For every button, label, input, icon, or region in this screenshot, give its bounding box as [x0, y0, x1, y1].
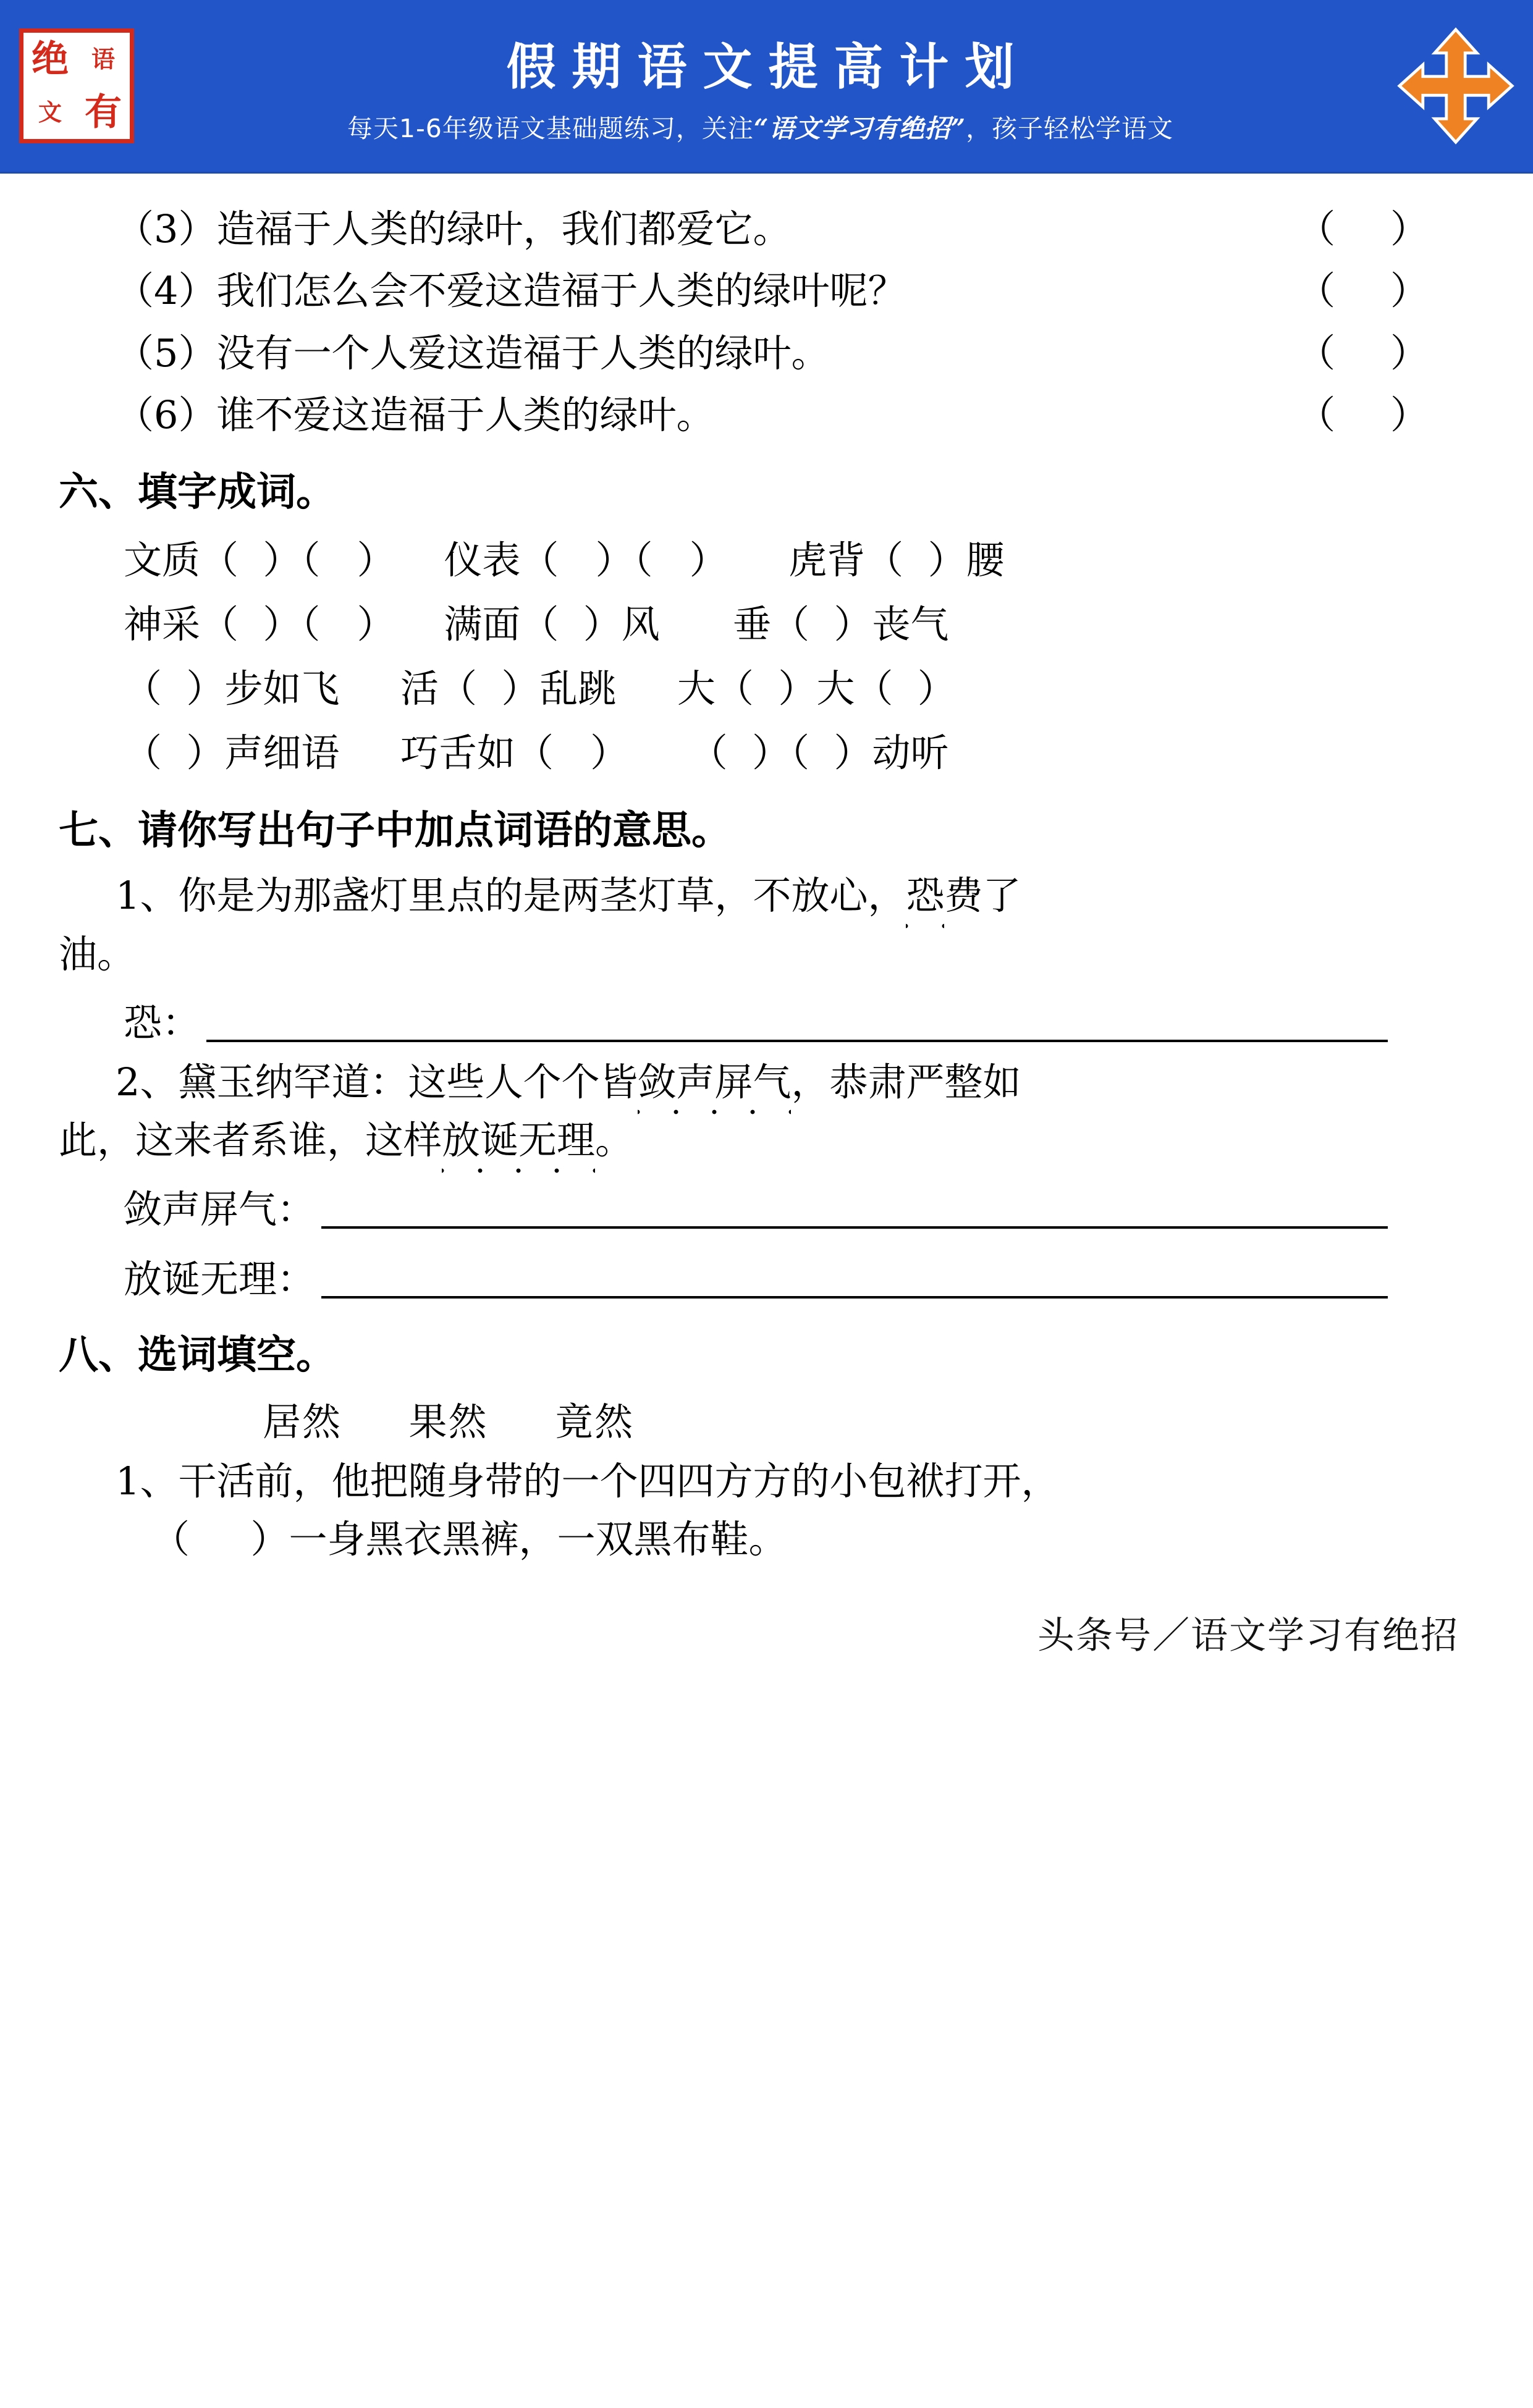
- answer-blank[interactable]: [206, 1040, 1388, 1042]
- watermark: 头条号／语文学习有绝招: [1037, 1614, 1459, 1657]
- banner-right-icon-area: [1379, 0, 1533, 172]
- header-banner: [0, 0, 1533, 174]
- idiom-row[interactable]: （ ）声细语 巧舌如（ ） （ ）（ ）动听: [124, 730, 949, 776]
- item-1-prefix: 1、你是为那盏灯里点的是两茎灯草，不放心，: [116, 873, 906, 919]
- banner-subtitle-quoted: “语文学习有绝招”: [753, 114, 966, 143]
- answer-blank[interactable]: [321, 1296, 1388, 1299]
- idiom-row[interactable]: 文质（ ）（ ） 仪表（ ）（ ） 虎背（ ）腰: [124, 537, 1005, 583]
- banner-text-block: [142, 0, 1379, 172]
- item-2-second-suffix: 。: [595, 1118, 634, 1163]
- answer-line-lianshengbingqi: [59, 1179, 1474, 1240]
- logo-char-2: 语: [91, 45, 115, 73]
- banner-subtitle: [347, 108, 1173, 145]
- item-2-middle: ，恭肃严整如: [791, 1059, 1021, 1105]
- logo-char-3: 文: [38, 98, 62, 126]
- section-7-item-1-line-2: 油。: [59, 931, 136, 977]
- question-text: 谁不爱这造福于人类的绿叶。: [216, 392, 715, 438]
- question-number: （3）: [116, 206, 217, 251]
- brand-logo: [0, 0, 142, 172]
- answer-blank[interactable]: [321, 1226, 1388, 1229]
- section-7-item-2-line-1: [59, 1053, 1474, 1111]
- question-row: [59, 260, 1474, 322]
- answer-parenthesis[interactable]: （ ）: [1297, 392, 1430, 438]
- answer-label: 敛声屏气：: [124, 1186, 316, 1232]
- question-text: 造福于人类的绿叶，我们都爱它。: [216, 206, 792, 251]
- section-8-item-1-line-2[interactable]: （ ）一身黑衣黑裤，一双黑布鞋。: [151, 1517, 787, 1562]
- item-2-prefix: 2、黛玉纳罕道：这些人个个皆: [116, 1059, 638, 1105]
- logo-char-1: 绝: [32, 38, 69, 81]
- answer-parenthesis[interactable]: （ ）: [1297, 330, 1430, 376]
- question-text: 我们怎么会不爱这造福于人类的绿叶呢？: [216, 268, 906, 314]
- answer-parenthesis[interactable]: （ ）: [1297, 206, 1430, 251]
- idiom-row[interactable]: （ ）步如飞 活（ ）乱跳 大（ ）大（ ）: [124, 666, 956, 712]
- word-bank: 居然 果然 竟然: [263, 1399, 635, 1444]
- section-7-item-2-line-2: [59, 1111, 1474, 1169]
- emphasized-word: 放诞无理: [442, 1111, 595, 1169]
- logo-seal: [19, 28, 134, 143]
- question-row: [59, 322, 1474, 384]
- section-7-title: 七、请你写出句子中加点词语的意思。: [59, 808, 731, 854]
- banner-subtitle-prefix: 每天1-6年级语文基础题练习，关注: [347, 114, 754, 143]
- question-number: （4）: [116, 268, 217, 314]
- section-8-title: 八、选词填空。: [59, 1332, 336, 1378]
- question-row: [59, 198, 1474, 260]
- question-text: 没有一个人爱这造福于人类的绿叶。: [216, 330, 830, 376]
- section-7-item-1-line-1: [59, 867, 1474, 925]
- answer-label: 恐：: [124, 1000, 201, 1045]
- section-6-title: 六、填字成词。: [59, 469, 336, 515]
- item-1-suffix: 费了: [944, 873, 1021, 919]
- banner-subtitle-suffix: ，孩子轻松学语文: [966, 114, 1174, 143]
- emphasized-word: 敛声屏气: [638, 1053, 791, 1111]
- section-8-item-1-line-1: 1、干活前，他把随身带的一个四四方方的小包袱打开，: [116, 1459, 1060, 1504]
- four-way-arrow-icon: [1397, 27, 1514, 145]
- worksheet-content: [0, 174, 1533, 1569]
- answer-line-fangdanwuli: [59, 1248, 1474, 1310]
- question-row: [59, 384, 1474, 446]
- question-number: （5）: [116, 330, 217, 376]
- emphasized-word: 恐: [906, 867, 944, 925]
- answer-label: 放诞无理：: [124, 1256, 316, 1302]
- logo-char-4: 有: [85, 91, 122, 134]
- question-number: （6）: [116, 392, 217, 438]
- idiom-row[interactable]: 神采（ ）（ ） 满面（ ）风 垂（ ）丧气: [124, 601, 949, 647]
- answer-line-kong: [59, 992, 1474, 1053]
- banner-title: 假期语文提高计划: [506, 38, 1031, 96]
- item-2-second-prefix: 此，这来者系谁，这样: [59, 1118, 442, 1163]
- answer-parenthesis[interactable]: （ ）: [1297, 268, 1430, 314]
